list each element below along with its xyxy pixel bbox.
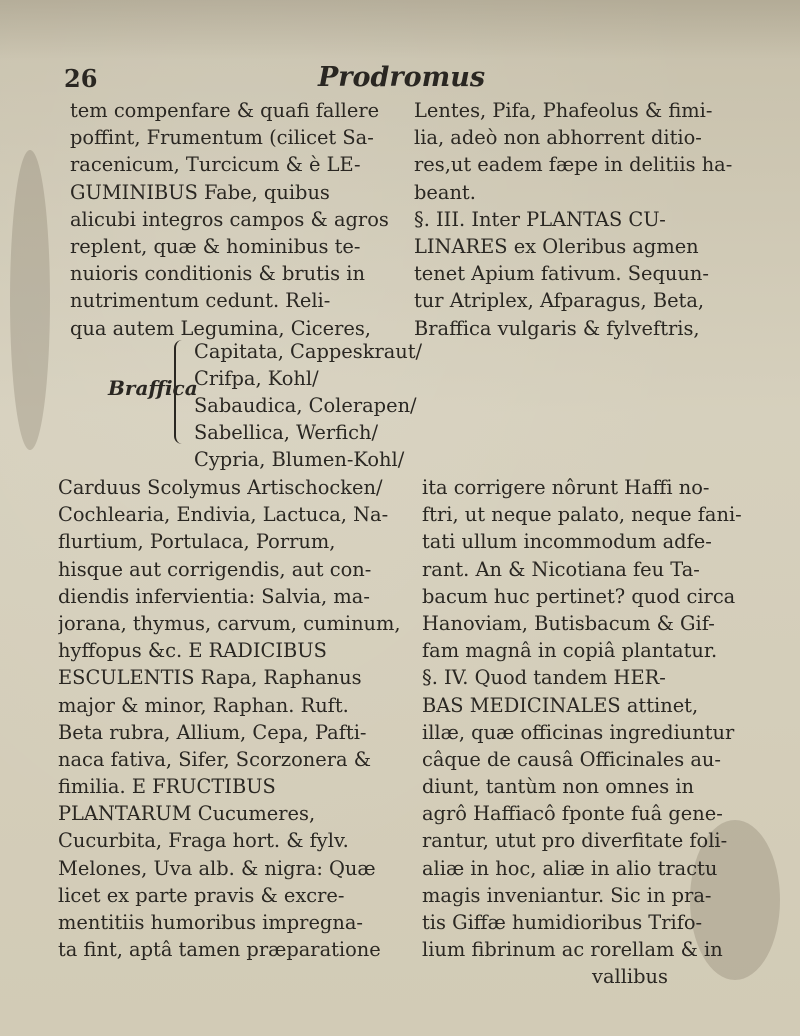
text-line: ita corrigere nôrunt Haffi no- bbox=[422, 476, 710, 499]
text-line: hyffopus &c. E RADICIBUS bbox=[58, 639, 327, 663]
text-line: vallibus bbox=[592, 965, 668, 989]
text-line: ESCULENTIS Rapa, Raphanus bbox=[58, 666, 362, 690]
text-line: qua autem Legumina, Ciceres, bbox=[70, 316, 371, 340]
text-line: §. III. Inter PLANTAS CU- bbox=[414, 207, 666, 231]
text-line: major & minor, Raphan. Ruft. bbox=[58, 693, 349, 717]
text-line: flurtium, Portulaca, Porrum, bbox=[58, 530, 336, 554]
text-line: tur Atriplex, Afparagus, Beta, bbox=[414, 289, 705, 313]
text-line: mentitiis humoribus impregna- bbox=[58, 911, 363, 934]
text-line: Cochlearia, Endivia, Lactuca, Na- bbox=[58, 503, 389, 527]
text-line: rant. An & Nicotiana feu Ta- bbox=[422, 557, 700, 581]
text-line: nutrimentum cedunt. Reli- bbox=[70, 289, 331, 313]
brace-item: Cypria, Blumen-Kohl/ bbox=[194, 448, 405, 471]
text-line: Lentes, Pifa, Phafeolus & fimi- bbox=[414, 99, 713, 122]
text-line: bacum huc pertinet? quod circa bbox=[422, 584, 736, 608]
text-line: câque de causâ Officinales au- bbox=[422, 747, 721, 771]
text-line: Carduus Scolymus Artischocken/ bbox=[58, 476, 383, 499]
text-line: Hanoviam, Butisbacum & Gif- bbox=[422, 611, 715, 635]
text-line: PLANTARUM Cucumeres, bbox=[58, 802, 316, 826]
right-column-top bbox=[414, 97, 744, 342]
text-line: LINARES ex Oleribus agmen bbox=[414, 234, 699, 258]
curly-brace bbox=[174, 340, 190, 444]
text-line: illæ, quæ officinas ingrediuntur bbox=[422, 720, 735, 744]
text-line: Braffica vulgaris & fylveftris, bbox=[414, 316, 700, 340]
text-line: naca fativa, Sifer, Scorzonera & bbox=[58, 747, 372, 771]
brace-label: Braffica bbox=[108, 376, 198, 400]
text-line: replent, quæ & hominibus te- bbox=[70, 234, 361, 258]
text-line: lium fibrinum ac rorellam & in bbox=[422, 938, 723, 962]
text-line: GUMINIBUS Fabe, quibus bbox=[70, 180, 330, 204]
text-line: jorana, thymus, carvum, cuminum, bbox=[58, 611, 401, 635]
text-line: hisque aut corrigendis, aut con- bbox=[58, 557, 372, 581]
text-line: aliæ in hoc, aliæ in alio tractu bbox=[422, 856, 718, 880]
brace-items bbox=[194, 338, 422, 473]
text-line: BAS MEDICINALES attinet, bbox=[422, 693, 699, 717]
text-line: Beta rubra, Allium, Cepa, Pafti- bbox=[58, 720, 367, 744]
text-line: rantur, utut pro diverfitate foli- bbox=[422, 829, 728, 853]
text-line: tis Giffæ humidioribus Trifo- bbox=[422, 911, 703, 934]
left-column-top bbox=[70, 97, 410, 342]
text-line: fimilia. E FRUCTIBUS bbox=[58, 775, 276, 799]
text-line: fam magnâ in copiâ plantatur. bbox=[422, 639, 718, 663]
text-line: agrô Haffiacô fponte fuâ gene- bbox=[422, 802, 723, 826]
brace-item: Crifpa, Kohl/ bbox=[194, 367, 319, 390]
text-line: nuioris conditionis & brutis in bbox=[70, 262, 365, 286]
left-column-lower bbox=[58, 474, 410, 963]
text-line: tenet Apium fativum. Sequun- bbox=[414, 262, 709, 286]
text-line: tem compenfare & quafi fallere bbox=[70, 99, 380, 122]
brace-item: Sabellica, Werfich/ bbox=[194, 421, 378, 444]
right-column-lower bbox=[422, 474, 752, 991]
braffica-varieties bbox=[108, 338, 488, 471]
page-header bbox=[64, 58, 704, 98]
text-line: lia, adeò non abhorrent ditio- bbox=[414, 126, 702, 150]
brace-item: Sabaudica, Colerapen/ bbox=[194, 394, 417, 417]
text-line: beant. bbox=[414, 180, 476, 204]
text-line: racenicum, Turcicum & è LE- bbox=[70, 153, 361, 177]
text-line: ftri, ut neque palato, neque fani- bbox=[422, 503, 742, 527]
text-line: poffint, Frumentum (cilicet Sa- bbox=[70, 126, 374, 150]
text-line: magis inveniantur. Sic in pra- bbox=[422, 883, 712, 907]
text-line: alicubi integros campos & agros bbox=[70, 207, 389, 231]
text-line: res,ut eadem fæpe in delitiis ha- bbox=[414, 153, 733, 177]
brace-item: Capitata, Cappeskraut/ bbox=[194, 340, 423, 363]
text-line: ta fint, aptâ tamen præparatione bbox=[58, 938, 381, 962]
page-number: 26 bbox=[64, 64, 98, 93]
text-line: tati ullum incommodum adfe- bbox=[422, 530, 712, 554]
text-line: §. IV. Quod tandem HER- bbox=[422, 666, 666, 690]
text-line: Melones, Uva alb. & nigra: Quæ bbox=[58, 856, 376, 880]
text-line: diunt, tantùm non omnes in bbox=[422, 775, 695, 799]
text-line: licet ex parte pravis & excre- bbox=[58, 883, 345, 907]
bleed-through-top bbox=[0, 0, 800, 60]
paper-stain bbox=[10, 150, 50, 450]
running-title: Prodromus bbox=[318, 62, 486, 93]
text-line: Cucurbita, Fraga hort. & fylv. bbox=[58, 829, 349, 853]
text-line: diendis infervientia: Salvia, ma- bbox=[58, 584, 370, 608]
